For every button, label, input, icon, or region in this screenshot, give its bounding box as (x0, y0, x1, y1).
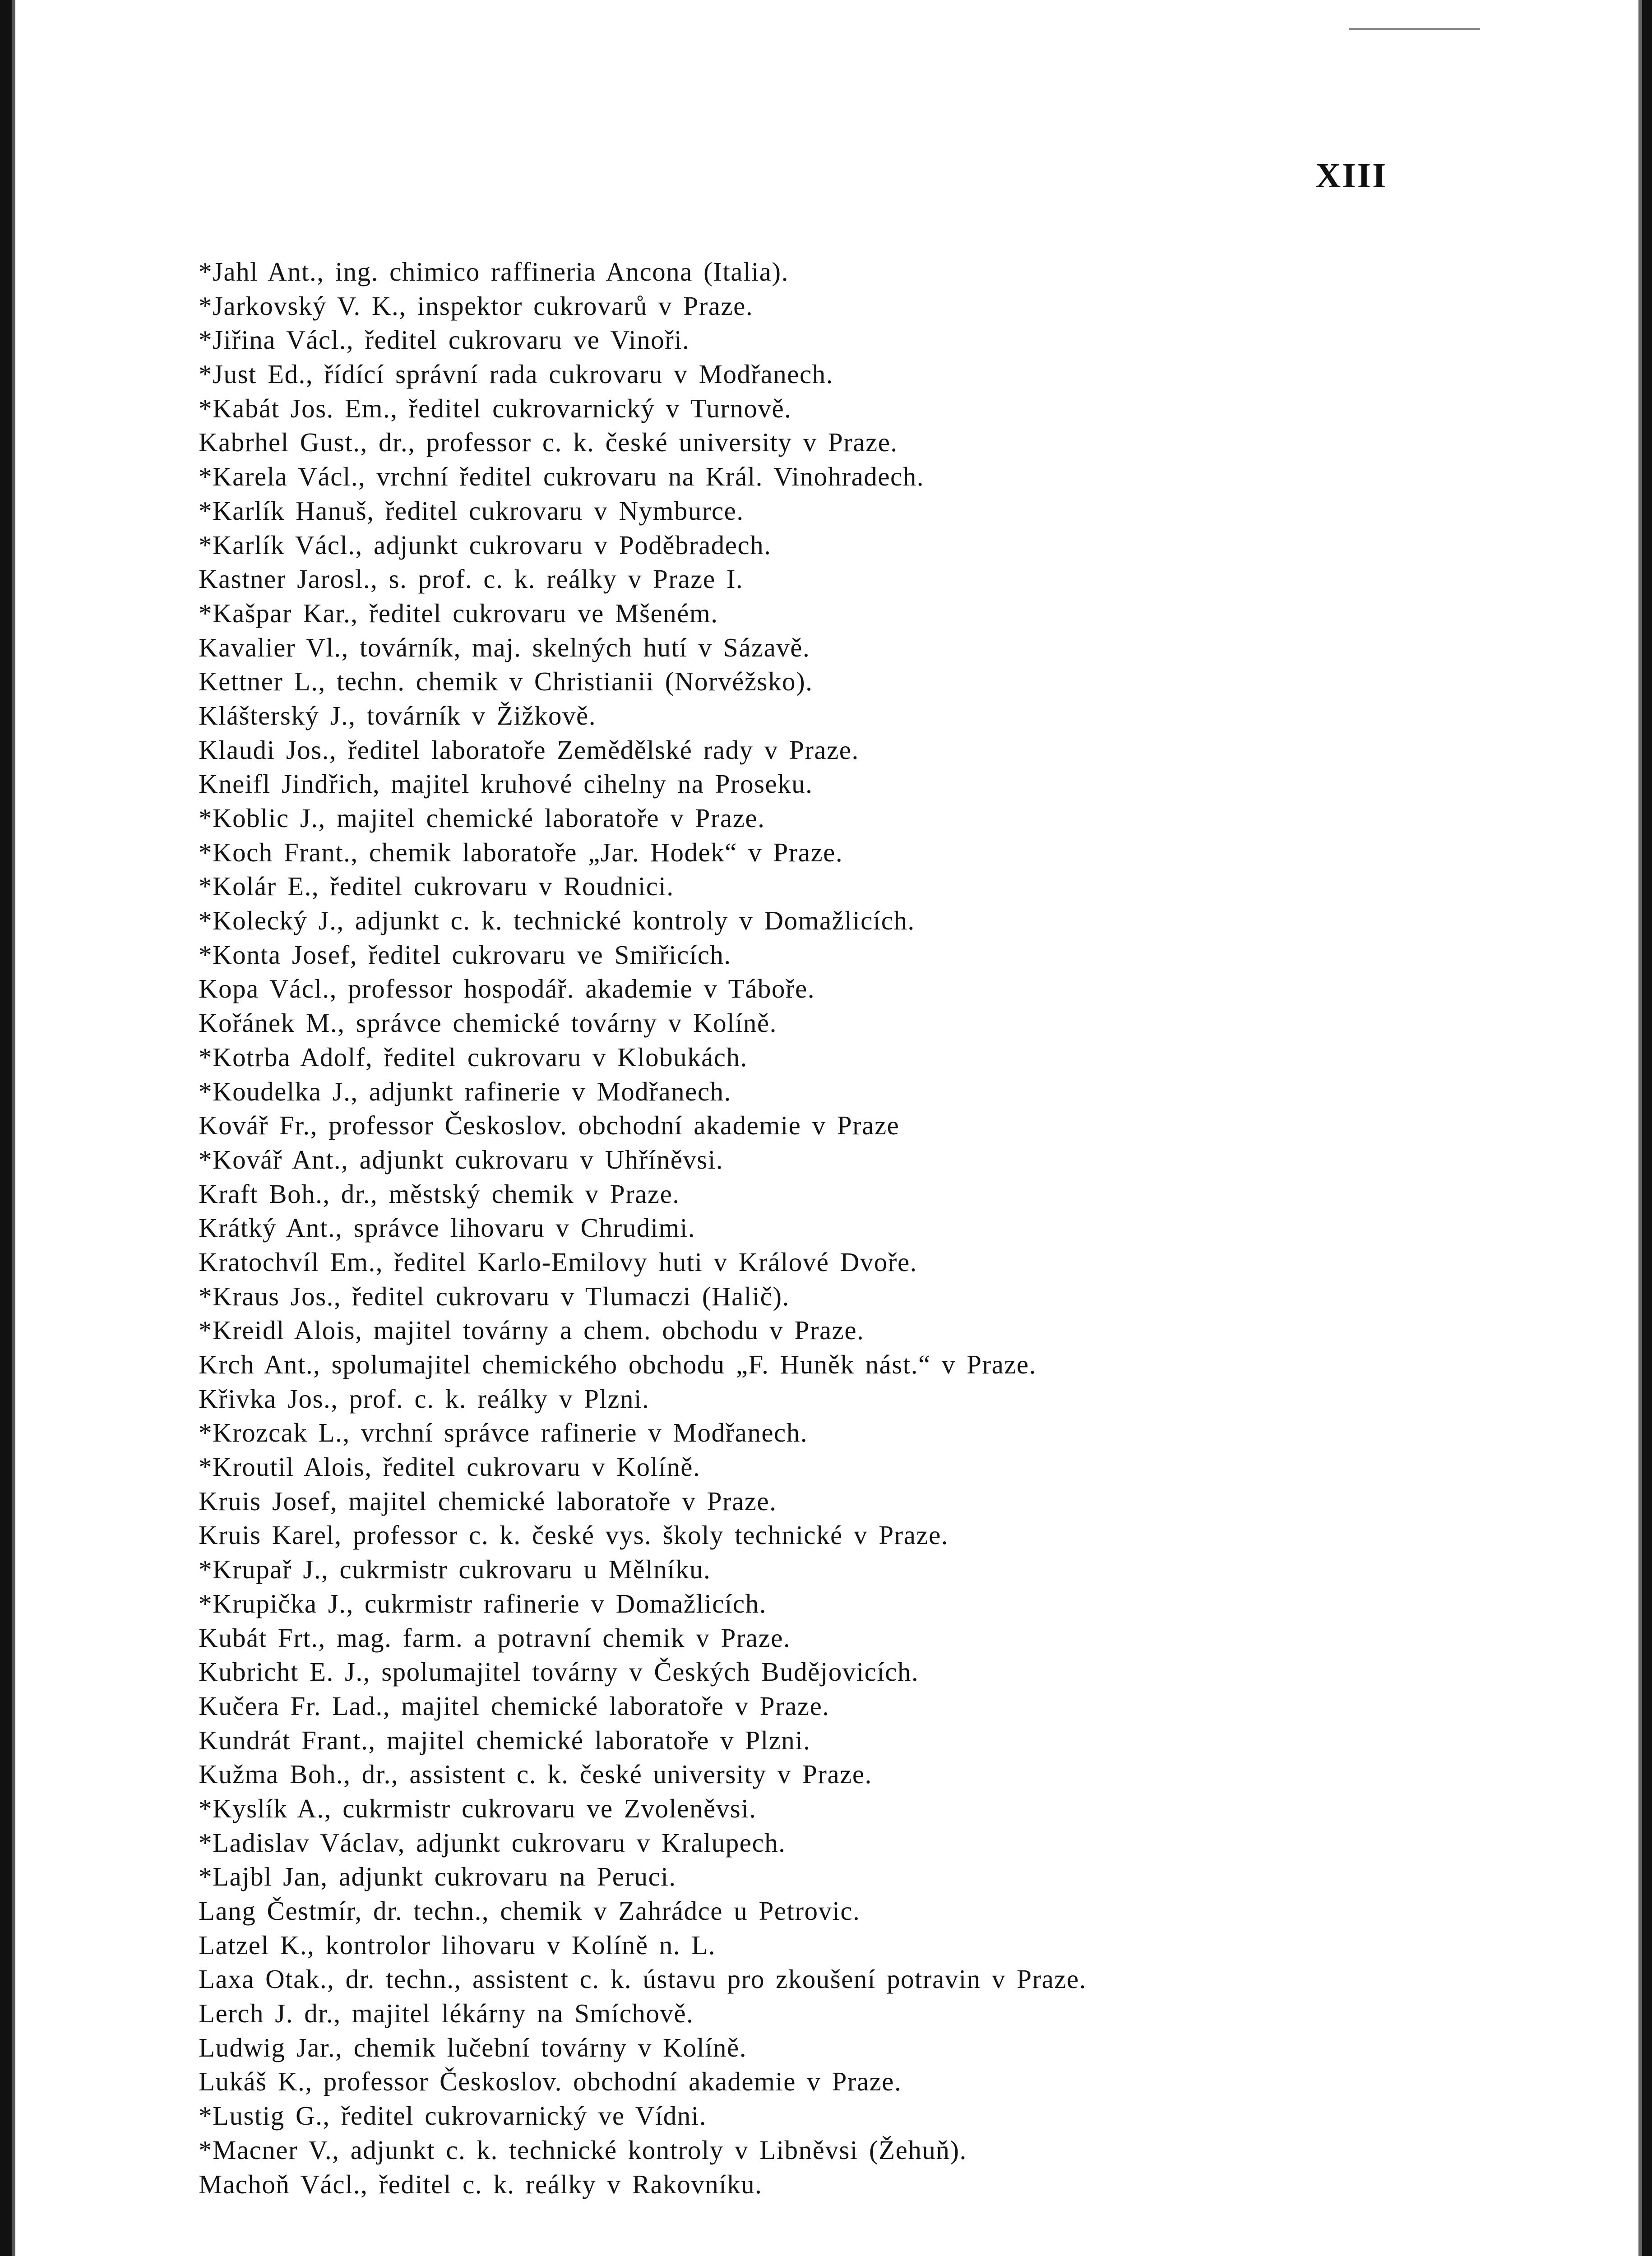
list-item: *Krozcak L., vrchní správce rafinerie v Modřanech. (199, 1418, 808, 1448)
list-item: *Koudelka J., adjunkt rafinerie v Modřanech. (199, 1076, 731, 1106)
list-item: Kavalier Vl., továrník, maj. skelných hutí v Sázavě. (199, 632, 810, 662)
list-item: *Kreidl Alois, majitel továrny a chem. obchodu v Praze. (199, 1315, 865, 1345)
list-item: *Kolár E., ředitel cukrovaru v Roudnici. (199, 871, 674, 901)
list-item: Křivka Jos., prof. c. k. reálky v Plzni. (199, 1383, 650, 1414)
list-item: Krátký Ant., správce lihovaru v Chrudimi. (199, 1213, 696, 1243)
list-item: Kabrhel Gust., dr., professor c. k. české university v Praze. (199, 427, 898, 458)
list-item: Kruis Karel, professor c. k. české vys. školy technické v Praze. (199, 1520, 949, 1550)
list-item: Kučera Fr. Lad., majitel chemické laboratoře v Praze. (199, 1691, 830, 1721)
list-item: Kettner L., techn. chemik v Christianii (Norvéžsko). (199, 666, 813, 697)
list-item: *Kabát Jos. Em., ředitel cukrovarnický v Turnově. (199, 393, 792, 423)
list-item: Kopa Václ., professor hospodář. akademie v Táboře. (199, 974, 815, 1004)
list-item: Klaudi Jos., ředitel laboratoře Zemědělské rady v Praze. (199, 735, 859, 765)
scan-right-shadow (1638, 0, 1642, 2256)
list-item: *Karela Václ., vrchní ředitel cukrovaru na Král. Vinohradech. (199, 462, 924, 492)
list-item: *Ladislav Václav, adjunkt cukrovaru v Kralupech. (199, 1827, 786, 1858)
page-number: XIII (1315, 156, 1388, 195)
list-item: *Karlík Václ., adjunkt cukrovaru v Poděbradech. (199, 530, 772, 560)
list-item: *Krupař J., cukrmistr cukrovaru u Mělníku. (199, 1554, 711, 1585)
list-item: *Lustig G., ředitel cukrovarnický ve Vídni. (199, 2101, 707, 2131)
list-item: Kovář Fr., professor Českoslov. obchodní akademie v Praze (199, 1110, 900, 1141)
list-item: Krch Ant., spolumajitel chemického obchodu „F. Huněk nást.“ v Praze. (199, 1350, 1037, 1379)
list-item: Latzel K., kontrolor lihovaru v Kolíně n. L. (199, 1930, 716, 1960)
list-item: Kužma Boh., dr., assistent c. k. české university v Praze. (199, 1759, 872, 1789)
list-item: Lerch J. dr., majitel lékárny na Smíchově. (199, 1998, 694, 2029)
list-item: *Koch Frant., chemik laboratoře „Jar. Hodek“ v Praze. (199, 837, 843, 867)
list-item: *Jiřina Václ., ředitel cukrovaru ve Vinoři. (199, 325, 690, 355)
list-item: *Konta Josef, ředitel cukrovaru ve Smiřicích. (199, 939, 731, 970)
list-item: *Kotrba Adolf, ředitel cukrovaru v Klobukách. (199, 1042, 748, 1072)
list-item: Kundrát Frant., majitel chemické laboratoře v Plzni. (199, 1725, 811, 1755)
list-item: Kubricht E. J., spolumajitel továrny v Českých Budějovicích. (199, 1657, 919, 1687)
list-item: *Lajbl Jan, adjunkt cukrovaru na Peruci. (199, 1862, 676, 1892)
list-item: Kruis Josef, majitel chemické laboratoře v Praze. (199, 1486, 777, 1516)
list-item: *Jahl Ant., ing. chimico raffineria Ancona (Italia). (199, 257, 789, 287)
list-item: *Just Ed., řídící správní rada cukrovaru v Modřanech. (199, 359, 833, 389)
scan-left-edge (0, 0, 12, 2256)
list-item: Lang Čestmír, dr. techn., chemik v Zahrádce u Petrovic. (199, 1896, 861, 1926)
list-item: *Kolecký J., adjunkt c. k. technické kontroly v Domažlicích. (199, 906, 915, 936)
list-item: *Kraus Jos., ředitel cukrovaru v Tlumaczi (Halič). (199, 1281, 790, 1311)
list-item: Kratochvíl Em., ředitel Karlo-Emilovy huti v Králové Dvoře. (199, 1247, 917, 1277)
scan-right-edge (1642, 0, 1652, 2256)
list-item: Laxa Otak., dr. techn., assistent c. k. ústavu pro zkoušení potravin v Praze. (199, 1964, 1087, 1994)
list-item: Kubát Frt., mag. farm. a potravní chemik v Praze. (199, 1623, 791, 1653)
list-item: *Jarkovský V. K., inspektor cukrovarů v Praze. (199, 291, 754, 321)
list-item: Kneifl Jindřich, majitel kruhové cihelny na Proseku. (199, 769, 813, 799)
list-item: Ludwig Jar., chemik lučební továrny v Kolíně. (199, 2032, 747, 2062)
scan-top-mark (1349, 28, 1480, 30)
list-item: Kořánek M., správce chemické továrny v Kolíně. (199, 1008, 777, 1038)
list-item: Klášterský J., továrník v Žižkově. (199, 700, 596, 730)
list-item: *Karlík Hanuš, ředitel cukrovaru v Nymburce. (199, 495, 744, 526)
list-item: *Krupička J., cukrmistr rafinerie v Domažlicích. (199, 1588, 767, 1618)
list-item: Lukáš K., professor Českoslov. obchodní akademie v Praze. (199, 2066, 902, 2097)
list-item: Kraft Boh., dr., městský chemik v Praze. (199, 1179, 680, 1209)
list-item: Machoň Václ., ředitel c. k. reálky v Rakovníku. (199, 2169, 763, 2199)
list-item: *Kovář Ant., adjunkt cukrovaru v Uhříněvsi. (199, 1144, 724, 1174)
list-item: *Kroutil Alois, ředitel cukrovaru v Kolíně. (199, 1452, 701, 1482)
list-item: *Kyslík A., cukrmistr cukrovaru ve Zvoleněvsi. (199, 1793, 757, 1823)
list-item: *Macner V., adjunkt c. k. technické kontroly v Libněvsi (Žehuň). (199, 2135, 967, 2165)
scan-left-shadow (12, 0, 15, 2256)
list-item: *Koblic J., majitel chemické laboratoře v Praze. (199, 803, 765, 833)
list-item: *Kašpar Kar., ředitel cukrovaru ve Mšeném. (199, 598, 718, 628)
member-list (199, 255, 1552, 2201)
list-item: Kastner Jarosl., s. prof. c. k. reálky v Praze I. (199, 564, 744, 594)
